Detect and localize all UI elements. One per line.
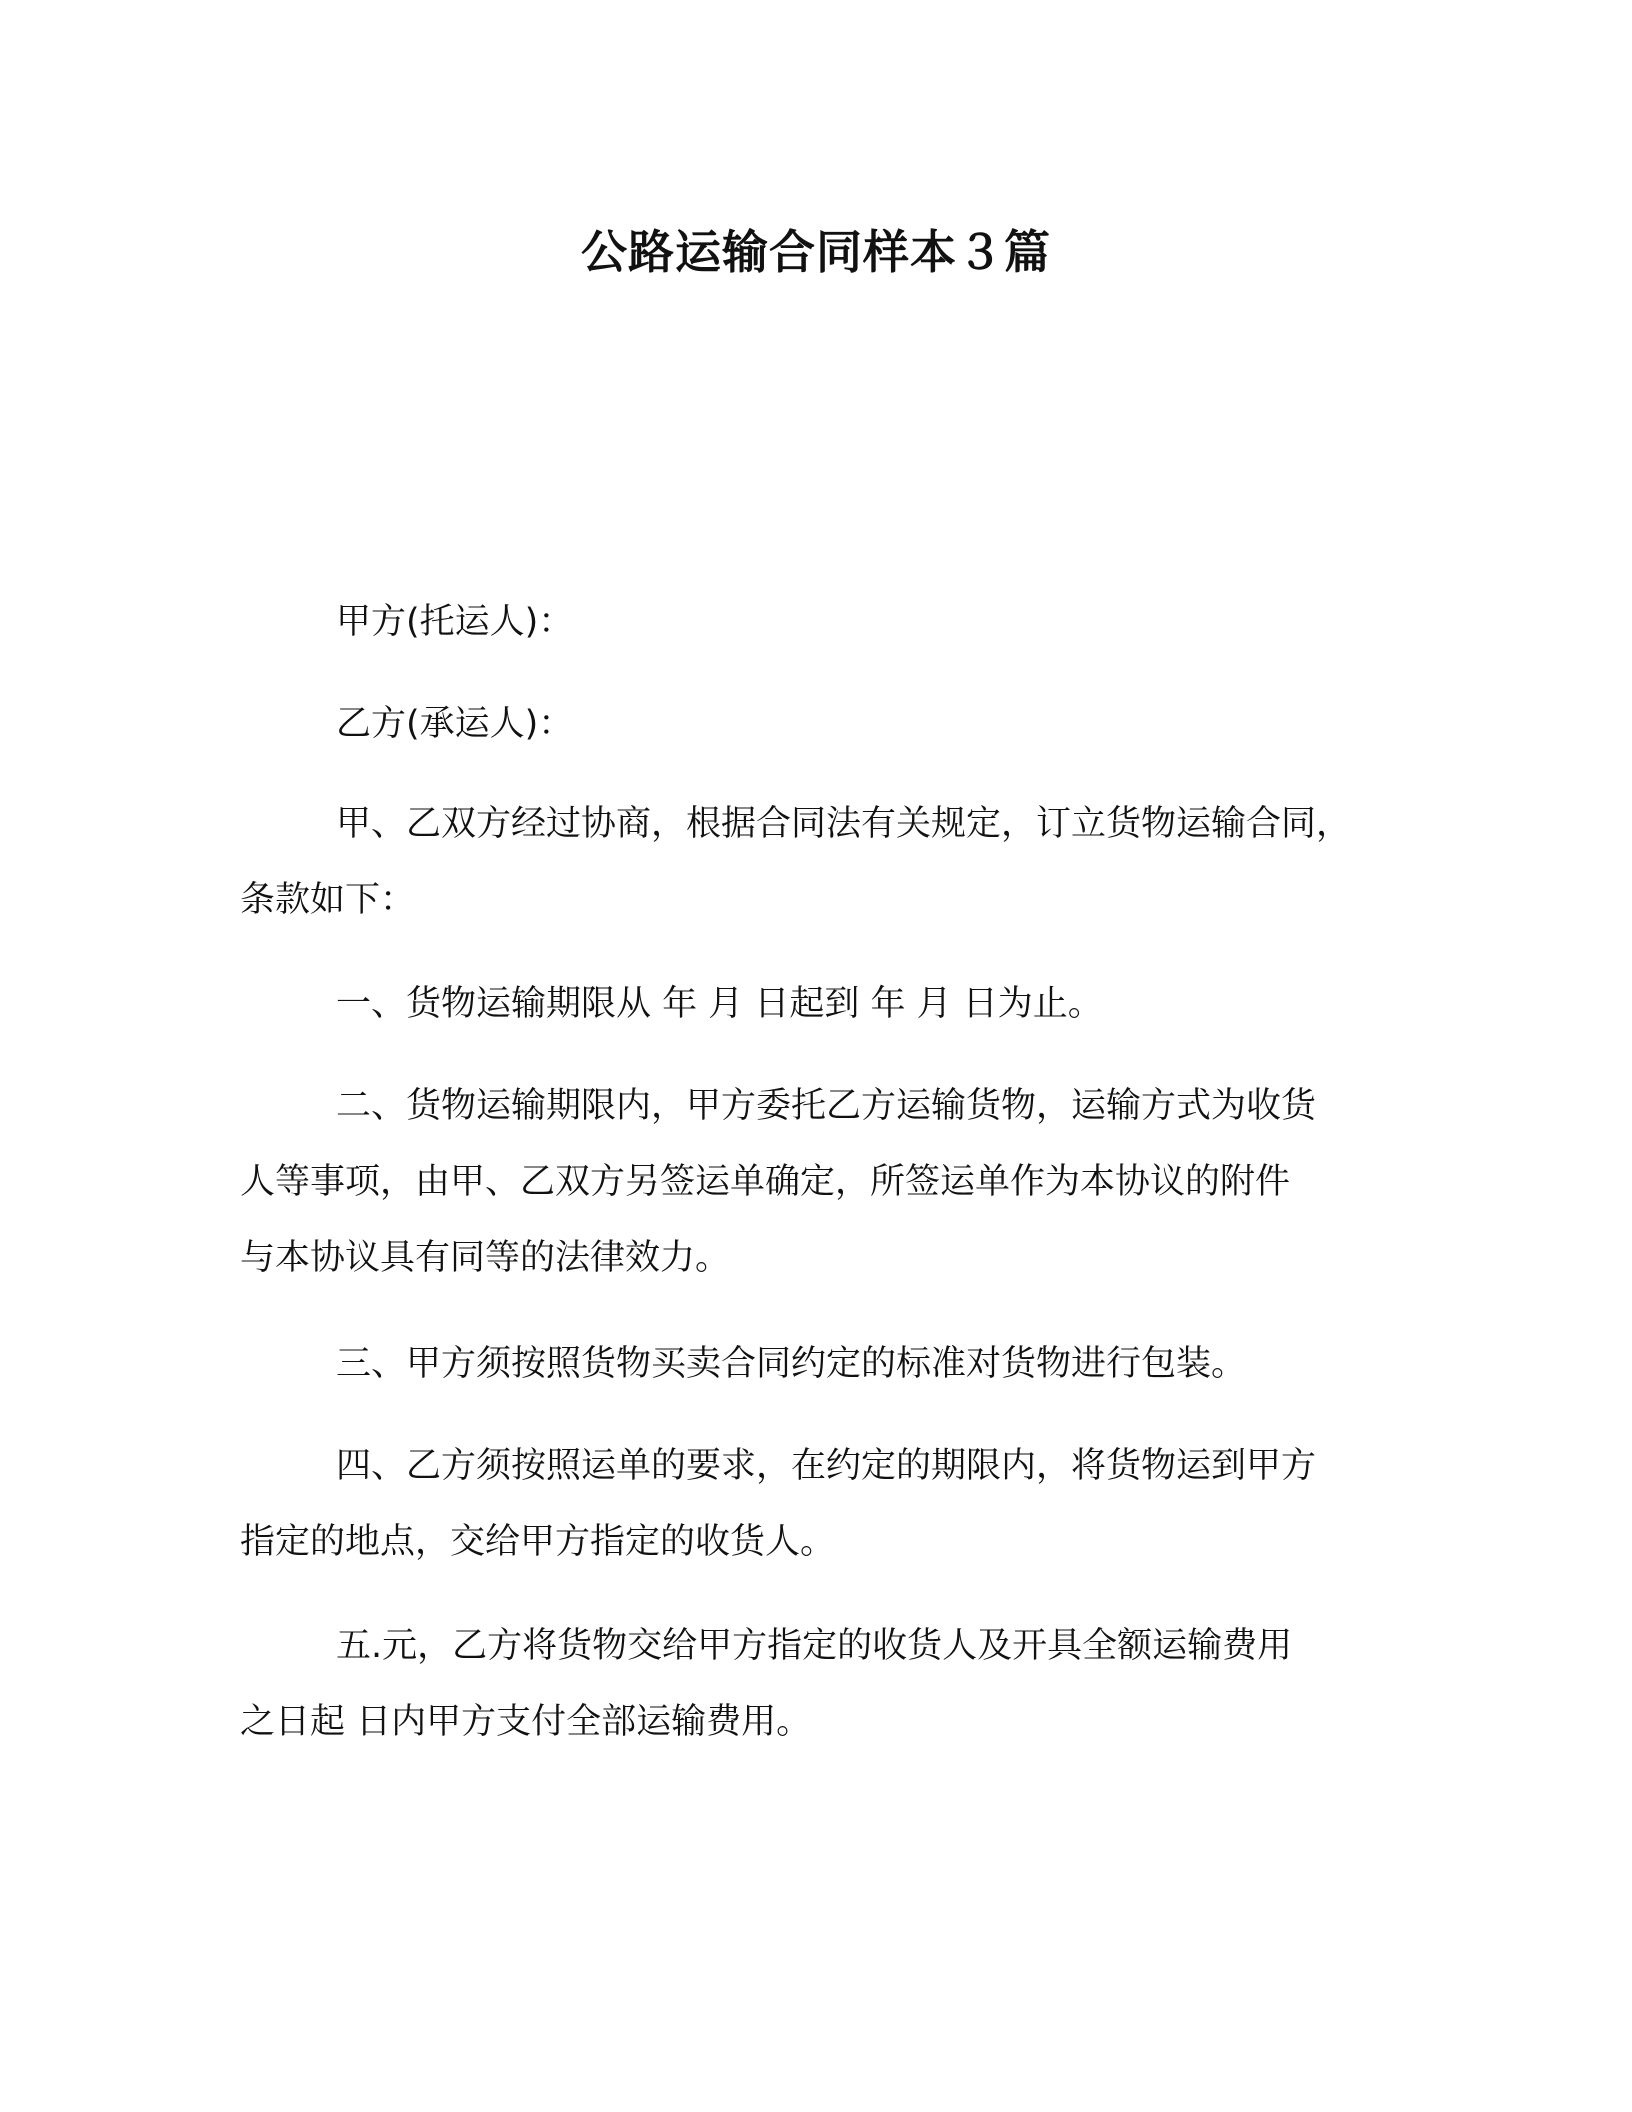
- clause-5-line-2: 之日起 日内甲方支付全部运输费用。: [240, 1702, 812, 1742]
- clause-1-paragraph: [240, 966, 1400, 1042]
- document-title: 公路运输合同样本３篇: [581, 225, 1051, 279]
- clause-2-paragraph: [240, 1068, 1400, 1296]
- party-b-label: 乙方(承运人)：: [336, 704, 574, 744]
- clause-4-line-2: 指定的地点，交给甲方指定的收货人。: [240, 1522, 836, 1562]
- clause-2-line-3: 与本协议具有同等的法律效力。: [240, 1238, 731, 1278]
- clause-5-line-1: 五.元，乙方将货物交给甲方指定的收货人及开具全额运输费用: [336, 1626, 1293, 1666]
- clause-2-line-1: 二、货物运输期限内，甲方委托乙方运输货物，运输方式为收货: [336, 1086, 1317, 1126]
- party-b-line: [240, 686, 1400, 762]
- party-a-label: 甲方(托运人)：: [336, 602, 574, 642]
- preamble-line-2: 条款如下：: [240, 880, 416, 920]
- preamble-paragraph: [240, 786, 1400, 938]
- clause-1-line-1: 一、货物运输期限从 年 月 日起到 年 月 日为止。: [336, 984, 1103, 1024]
- clause-2-line-2: 人等事项，由甲、乙双方另签运单确定，所签运单作为本协议的附件: [240, 1162, 1291, 1202]
- clause-3-paragraph: [240, 1326, 1400, 1402]
- clause-5-paragraph: [240, 1608, 1400, 1760]
- clause-3-line-1: 三、甲方须按照货物买卖合同约定的标准对货物进行包装。: [336, 1344, 1247, 1384]
- preamble-line-1: 甲、乙双方经过协商，根据合同法有关规定，订立货物运输合同，: [336, 804, 1352, 844]
- clause-4-line-1: 四、乙方须按照运单的要求，在约定的期限内，将货物运到甲方: [336, 1446, 1317, 1486]
- clause-4-paragraph: [240, 1428, 1400, 1580]
- party-a-line: [240, 584, 1400, 660]
